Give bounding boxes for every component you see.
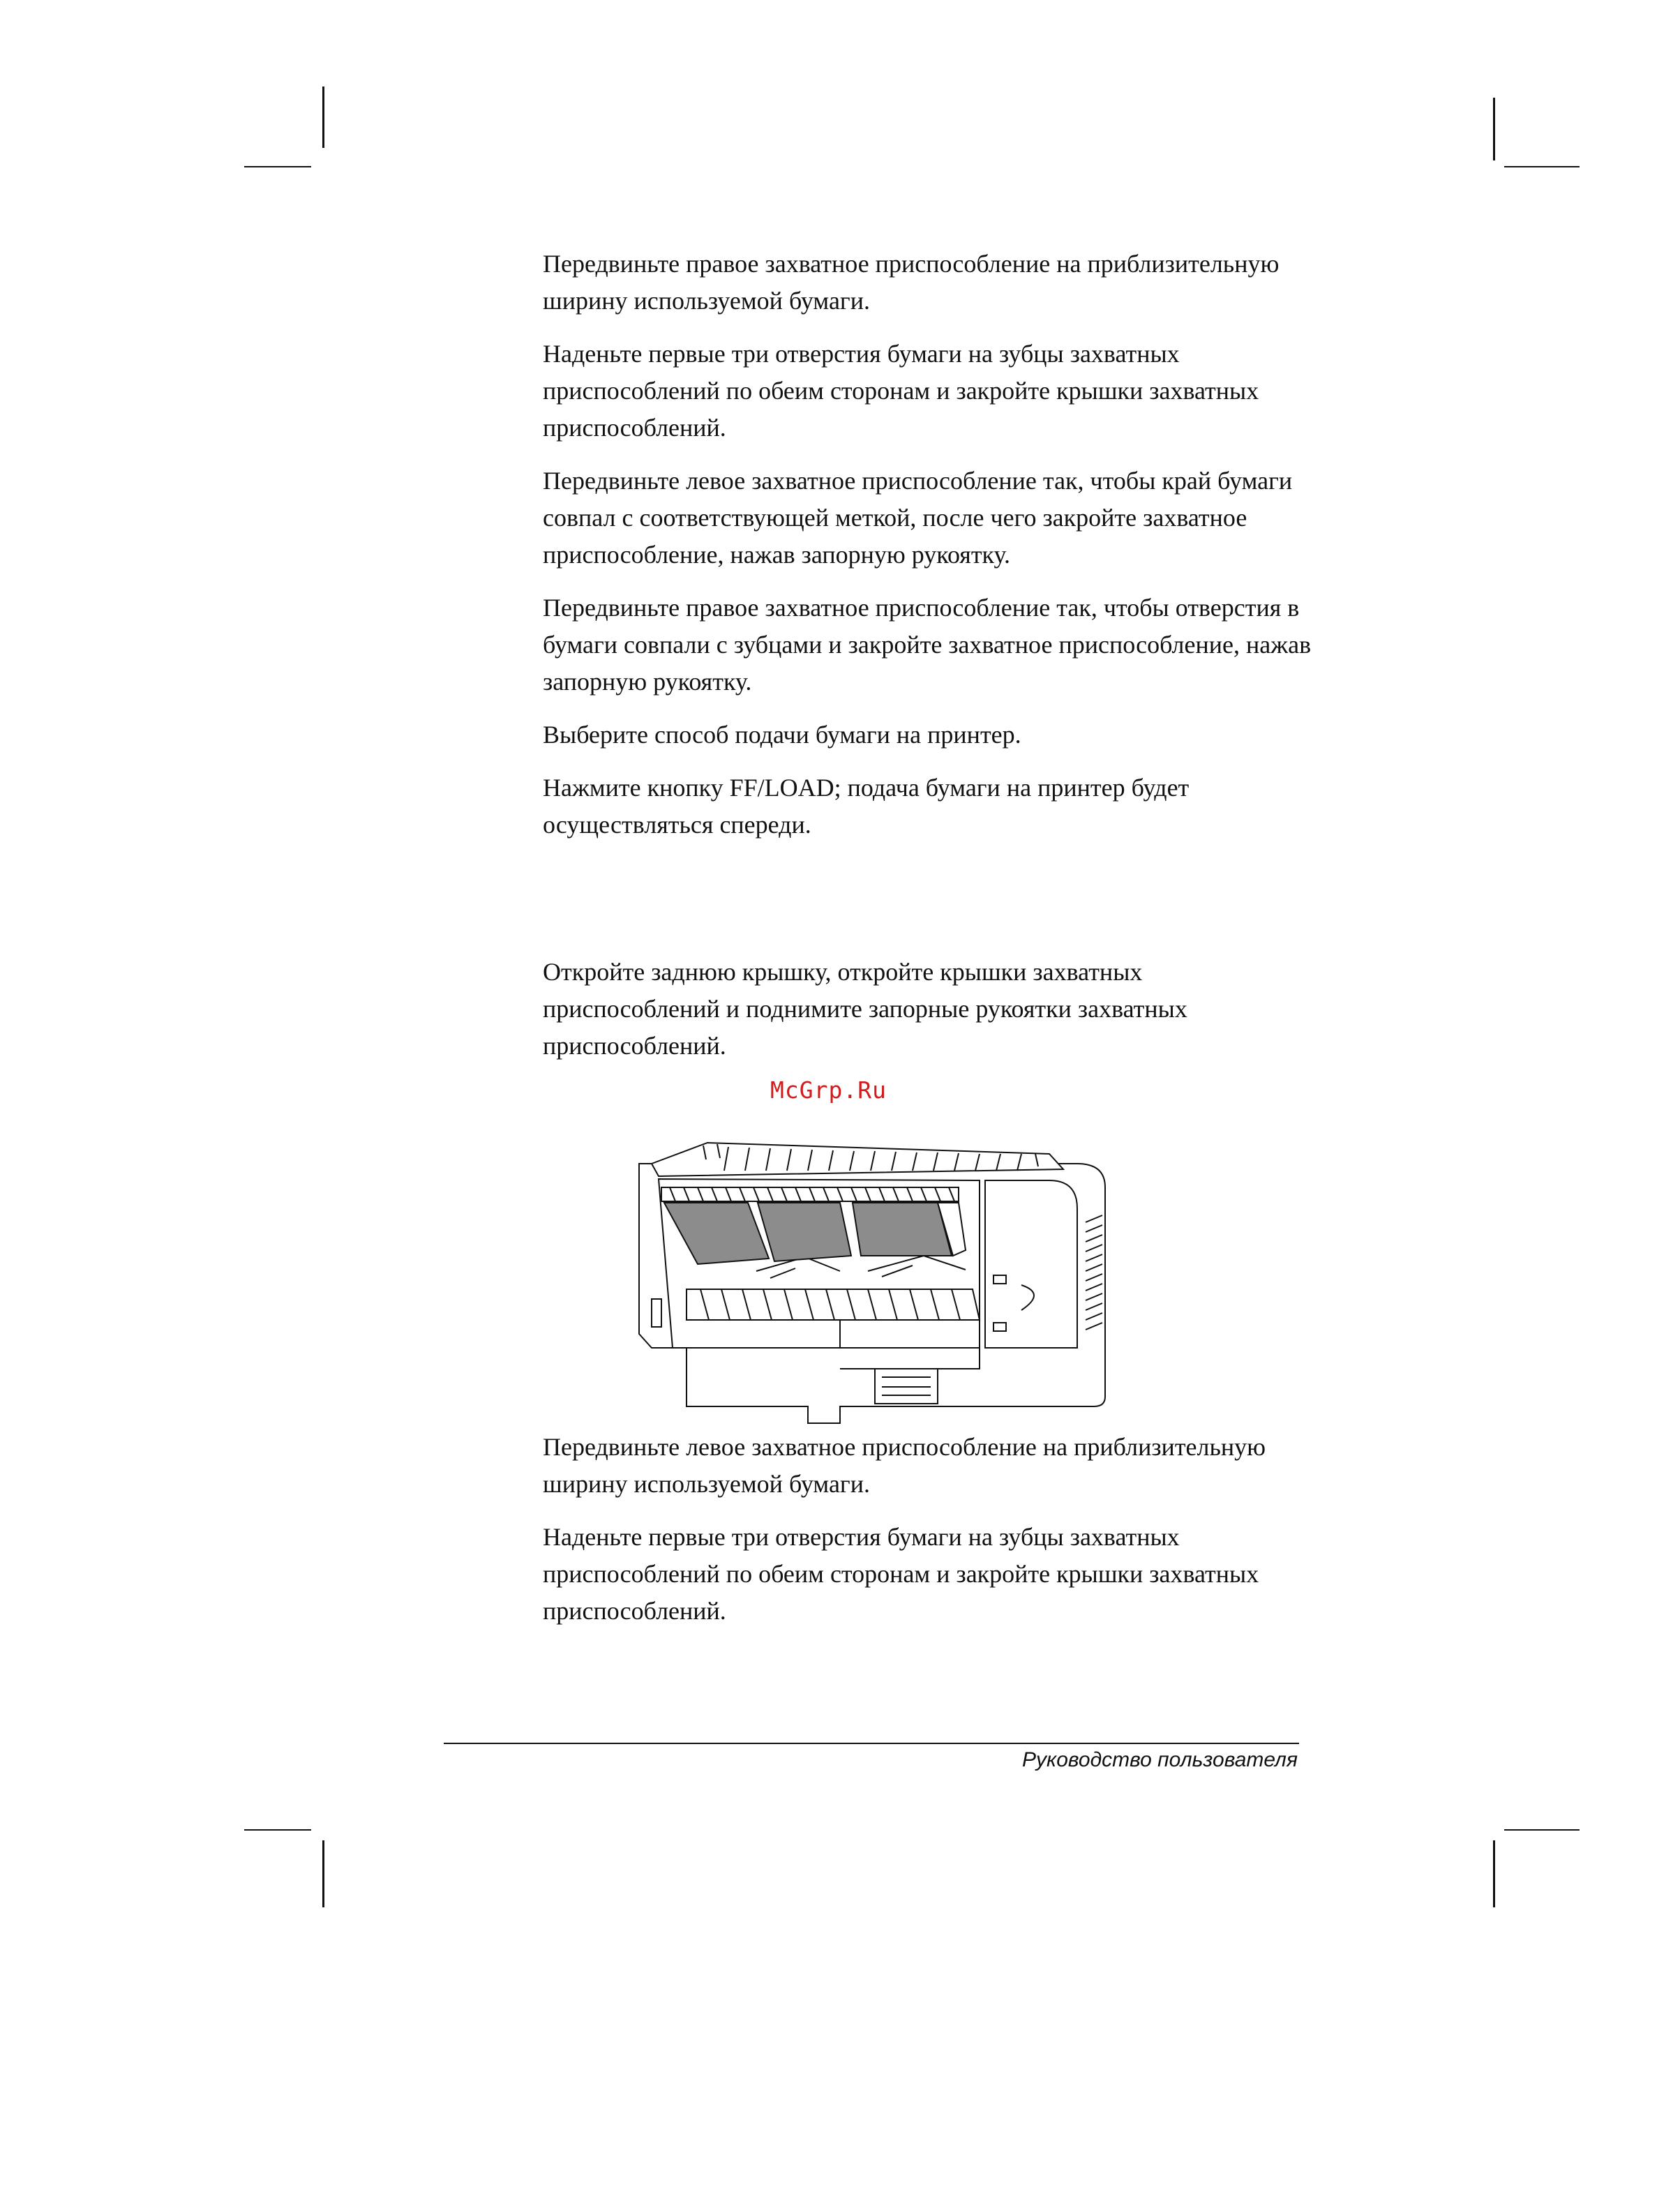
crop-mark-bottom-left-h	[244, 1829, 311, 1831]
crop-mark-bottom-right-v	[1493, 1840, 1495, 1907]
instruction-step: Нажмите кнопку FF/LOAD; подача бумаги на принтер будет осуществляться спереди.	[543, 774, 1190, 839]
instruction-step: Выберите способ подачи бумаги на принтер.	[543, 721, 1021, 749]
watermark-link[interactable]: McGrp.Ru	[770, 1076, 887, 1104]
instruction-step: Откройте заднюю крышку, откройте крышки захватных приспособлений и поднимите запорные рукоятки захватных приспособлений.	[543, 958, 1187, 1060]
instruction-step: Передвиньте левое захватное приспособление так, чтобы край бумаги совпал с соответствующей меткой, после чего закройте захватное приспособление, нажав запорную рукоятку.	[543, 467, 1293, 569]
section-gap	[543, 859, 1324, 954]
footer-title: Руководство пользователя	[1022, 1748, 1298, 1771]
instruction-step: Передвиньте правое захватное приспособление на приблизительную ширину используемой бумаги.	[543, 250, 1280, 315]
crop-mark-bottom-left-v	[322, 1840, 324, 1907]
instruction-step: Передвиньте правое захватное приспособление так, чтобы отверстия в бумаги совпали с зубцами и закройте захватное приспособление, нажав запорную рукоятку.	[543, 594, 1312, 696]
crop-mark-top-left-v	[322, 87, 324, 148]
instruction-step: Наденьте первые три отверстия бумаги на зубцы захватных приспособлений по обеим сторонам и закройте крышки захватных приспособлений.	[543, 1523, 1259, 1625]
crop-mark-top-right-h	[1504, 166, 1580, 167]
crop-mark-top-left-h	[244, 166, 311, 167]
instruction-step: Наденьте первые три отверстия бумаги на зубцы захватных приспособлений по обеим сторонам и закройте крышки захватных приспособлений.	[543, 340, 1259, 442]
crop-mark-bottom-right-h	[1504, 1829, 1580, 1831]
printer-tractor-feed-icon	[631, 1139, 1119, 1432]
instruction-step: Передвиньте левое захватное приспособление на приблизительную ширину используемой бумаги.	[543, 1433, 1266, 1498]
instructions-bottom	[543, 1429, 1324, 1646]
instructions-top	[543, 246, 1324, 1081]
crop-mark-top-right-v	[1493, 98, 1495, 160]
footer-divider	[444, 1743, 1299, 1744]
